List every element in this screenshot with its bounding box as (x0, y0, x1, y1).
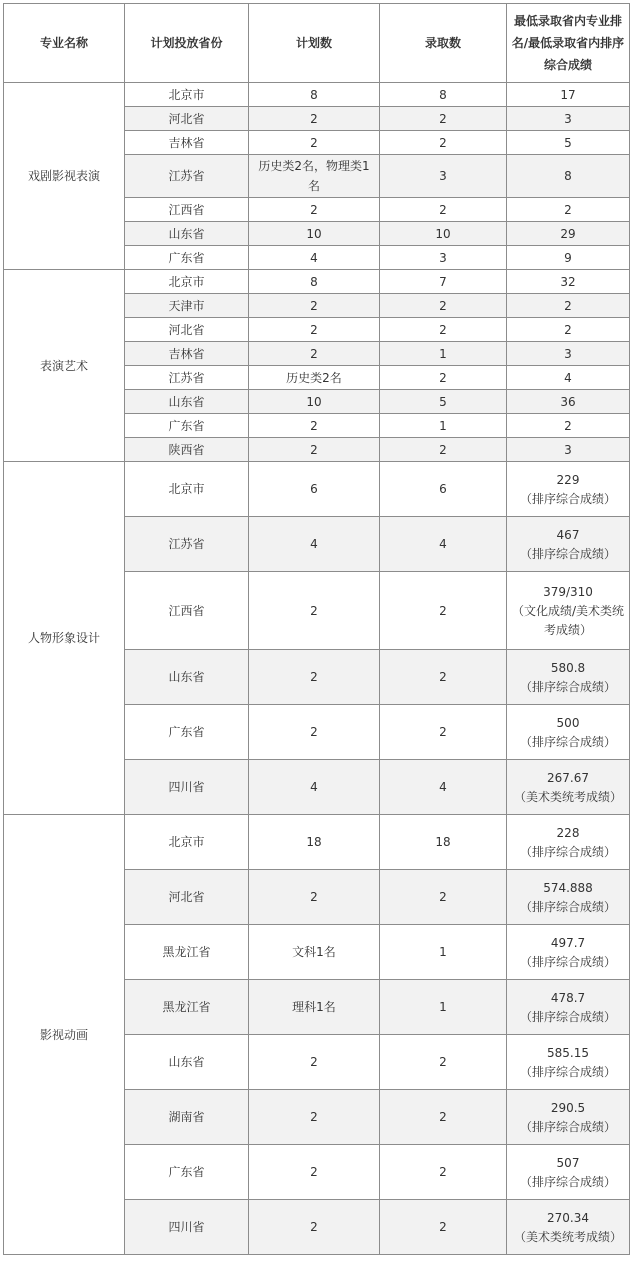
score-value: 500 (556, 715, 580, 730)
table-row (4, 83, 630, 107)
province-cell: 山东省 (125, 222, 249, 246)
province-cell: 江西省 (125, 198, 249, 222)
plan-cell: 10 (249, 222, 380, 246)
score-note: （文化成绩/美术类统考成绩） (511, 603, 625, 637)
score-note: （美术类统考成绩） (513, 789, 622, 804)
plan-cell: 2 (249, 438, 380, 462)
admitted-cell: 1 (380, 980, 507, 1035)
province-cell: 天津市 (125, 294, 249, 318)
score-value: 580.8 (550, 660, 586, 675)
score-note: （排序综合成绩） (519, 1064, 616, 1079)
admitted-cell: 1 (380, 925, 507, 980)
major-name-cell: 影视动画 (4, 815, 125, 1255)
province-cell: 北京市 (125, 83, 249, 107)
score-cell (507, 222, 630, 246)
table-row (4, 462, 630, 517)
province-cell: 吉林省 (125, 342, 249, 366)
plan-cell: 2 (249, 572, 380, 650)
score-value: 585.15 (547, 1045, 589, 1060)
province-cell: 江苏省 (125, 517, 249, 572)
province-cell: 山东省 (125, 650, 249, 705)
score-value: 29 (560, 226, 576, 241)
score-cell (507, 925, 630, 980)
plan-cell: 2 (249, 318, 380, 342)
province-cell: 河北省 (125, 107, 249, 131)
plan-cell: 2 (249, 1200, 380, 1255)
admitted-cell: 7 (380, 270, 507, 294)
plan-cell: 18 (249, 815, 380, 870)
score-cell (507, 246, 630, 270)
plan-cell: 2 (249, 294, 380, 318)
admission-table (3, 3, 630, 1255)
admitted-cell: 2 (380, 131, 507, 155)
score-note: （排序综合成绩） (519, 1174, 616, 1189)
score-cell (507, 107, 630, 131)
score-note: （排序综合成绩） (519, 1009, 616, 1024)
score-value: 2 (564, 202, 572, 217)
province-cell: 山东省 (125, 1035, 249, 1090)
score-note: （排序综合成绩） (519, 734, 616, 749)
score-cell (507, 390, 630, 414)
admitted-cell: 8 (380, 83, 507, 107)
score-cell (507, 155, 630, 198)
plan-cell: 2 (249, 650, 380, 705)
admitted-cell: 2 (380, 572, 507, 650)
score-cell (507, 438, 630, 462)
score-value: 17 (560, 87, 576, 102)
score-note: （排序综合成绩） (519, 491, 616, 506)
admitted-cell: 10 (380, 222, 507, 246)
score-cell (507, 760, 630, 815)
score-note: （美术类统考成绩） (513, 1229, 622, 1244)
plan-cell: 8 (249, 270, 380, 294)
score-cell (507, 870, 630, 925)
score-cell (507, 1035, 630, 1090)
province-cell: 广东省 (125, 414, 249, 438)
major-name-cell: 表演艺术 (4, 270, 125, 462)
plan-cell: 2 (249, 1090, 380, 1145)
admitted-cell: 2 (380, 294, 507, 318)
score-cell (507, 650, 630, 705)
admitted-cell: 18 (380, 815, 507, 870)
plan-cell: 8 (249, 83, 380, 107)
admitted-cell: 2 (380, 366, 507, 390)
admitted-cell: 2 (380, 198, 507, 222)
plan-cell: 2 (249, 107, 380, 131)
admitted-cell: 4 (380, 517, 507, 572)
admitted-cell: 1 (380, 414, 507, 438)
score-cell (507, 318, 630, 342)
score-value: 379/310 (543, 584, 593, 599)
province-cell: 江苏省 (125, 155, 249, 198)
score-value: 497.7 (550, 935, 586, 950)
score-cell (507, 572, 630, 650)
score-cell (507, 462, 630, 517)
score-cell (507, 1200, 630, 1255)
plan-cell: 4 (249, 760, 380, 815)
score-note: （排序综合成绩） (519, 844, 616, 859)
province-cell: 江西省 (125, 572, 249, 650)
admitted-cell: 2 (380, 1035, 507, 1090)
plan-cell: 4 (249, 246, 380, 270)
score-value: 467 (556, 527, 580, 542)
score-value: 290.5 (550, 1100, 586, 1115)
table-body (4, 83, 630, 1255)
score-value: 36 (560, 394, 576, 409)
score-note: （排序综合成绩） (519, 954, 616, 969)
plan-cell: 2 (249, 131, 380, 155)
admitted-cell: 2 (380, 318, 507, 342)
score-cell (507, 294, 630, 318)
header-row (4, 4, 630, 83)
score-cell (507, 270, 630, 294)
score-cell (507, 1145, 630, 1200)
score-value: 3 (564, 346, 572, 361)
admitted-cell: 2 (380, 1145, 507, 1200)
score-value: 270.34 (547, 1210, 589, 1225)
header-major: 专业名称 (4, 4, 125, 83)
score-cell (507, 815, 630, 870)
admitted-cell: 2 (380, 870, 507, 925)
plan-cell: 4 (249, 517, 380, 572)
province-cell: 黑龙江省 (125, 980, 249, 1035)
score-value: 478.7 (550, 990, 586, 1005)
score-value: 9 (564, 250, 572, 265)
province-cell: 北京市 (125, 815, 249, 870)
score-note: （排序综合成绩） (519, 899, 616, 914)
plan-cell: 2 (249, 1145, 380, 1200)
province-cell: 湖南省 (125, 1090, 249, 1145)
plan-cell: 历史类2名，物理类1名 (249, 155, 380, 198)
major-name-cell: 戏剧影视表演 (4, 83, 125, 270)
score-value: 228 (556, 825, 580, 840)
plan-cell: 文科1名 (249, 925, 380, 980)
table-row (4, 815, 630, 870)
score-cell (507, 131, 630, 155)
admitted-cell: 2 (380, 650, 507, 705)
plan-cell: 历史类2名 (249, 366, 380, 390)
plan-cell: 2 (249, 342, 380, 366)
header-province: 计划投放省份 (125, 4, 249, 83)
province-cell: 北京市 (125, 270, 249, 294)
score-note: （排序综合成绩） (519, 679, 616, 694)
score-value: 3 (564, 442, 572, 457)
score-cell (507, 1090, 630, 1145)
score-cell (507, 366, 630, 390)
admitted-cell: 6 (380, 462, 507, 517)
province-cell: 广东省 (125, 705, 249, 760)
major-name-cell: 人物形象设计 (4, 462, 125, 815)
score-value: 8 (564, 169, 572, 183)
score-cell (507, 980, 630, 1035)
province-cell: 广东省 (125, 246, 249, 270)
plan-cell: 10 (249, 390, 380, 414)
score-note: （排序综合成绩） (519, 1119, 616, 1134)
admitted-cell: 2 (380, 438, 507, 462)
province-cell: 吉林省 (125, 131, 249, 155)
admitted-cell: 2 (380, 107, 507, 131)
admitted-cell: 2 (380, 705, 507, 760)
province-cell: 陕西省 (125, 438, 249, 462)
header-plan: 计划数 (249, 4, 380, 83)
province-cell: 河北省 (125, 870, 249, 925)
score-value: 4 (564, 370, 572, 385)
plan-cell: 2 (249, 870, 380, 925)
admitted-cell: 2 (380, 1090, 507, 1145)
score-cell (507, 83, 630, 107)
score-value: 2 (564, 322, 572, 337)
score-value: 3 (564, 111, 572, 126)
province-cell: 江苏省 (125, 366, 249, 390)
table-row (4, 270, 630, 294)
score-value: 229 (556, 472, 580, 487)
admitted-cell: 5 (380, 390, 507, 414)
admitted-cell: 3 (380, 155, 507, 198)
admitted-cell: 3 (380, 246, 507, 270)
plan-cell: 2 (249, 705, 380, 760)
score-value: 32 (560, 274, 576, 289)
admitted-cell: 4 (380, 760, 507, 815)
province-cell: 北京市 (125, 462, 249, 517)
province-cell: 山东省 (125, 390, 249, 414)
admitted-cell: 2 (380, 1200, 507, 1255)
score-value: 2 (564, 418, 572, 433)
header-admitted: 录取数 (380, 4, 507, 83)
score-cell (507, 198, 630, 222)
header-score: 最低录取省内专业排名/最低录取省内排序综合成绩 (507, 4, 630, 83)
score-cell (507, 705, 630, 760)
score-note: （排序综合成绩） (519, 546, 616, 561)
score-value: 2 (564, 298, 572, 313)
score-value: 267.67 (547, 770, 589, 785)
province-cell: 四川省 (125, 760, 249, 815)
province-cell: 广东省 (125, 1145, 249, 1200)
score-cell (507, 414, 630, 438)
score-value: 507 (556, 1155, 580, 1170)
score-value: 574.888 (543, 880, 593, 895)
score-cell (507, 342, 630, 366)
plan-cell: 6 (249, 462, 380, 517)
score-cell (507, 517, 630, 572)
province-cell: 河北省 (125, 318, 249, 342)
plan-cell: 2 (249, 198, 380, 222)
score-value: 5 (564, 135, 572, 150)
admitted-cell: 1 (380, 342, 507, 366)
province-cell: 黑龙江省 (125, 925, 249, 980)
province-cell: 四川省 (125, 1200, 249, 1255)
plan-cell: 2 (249, 1035, 380, 1090)
plan-cell: 2 (249, 414, 380, 438)
plan-cell: 理科1名 (249, 980, 380, 1035)
